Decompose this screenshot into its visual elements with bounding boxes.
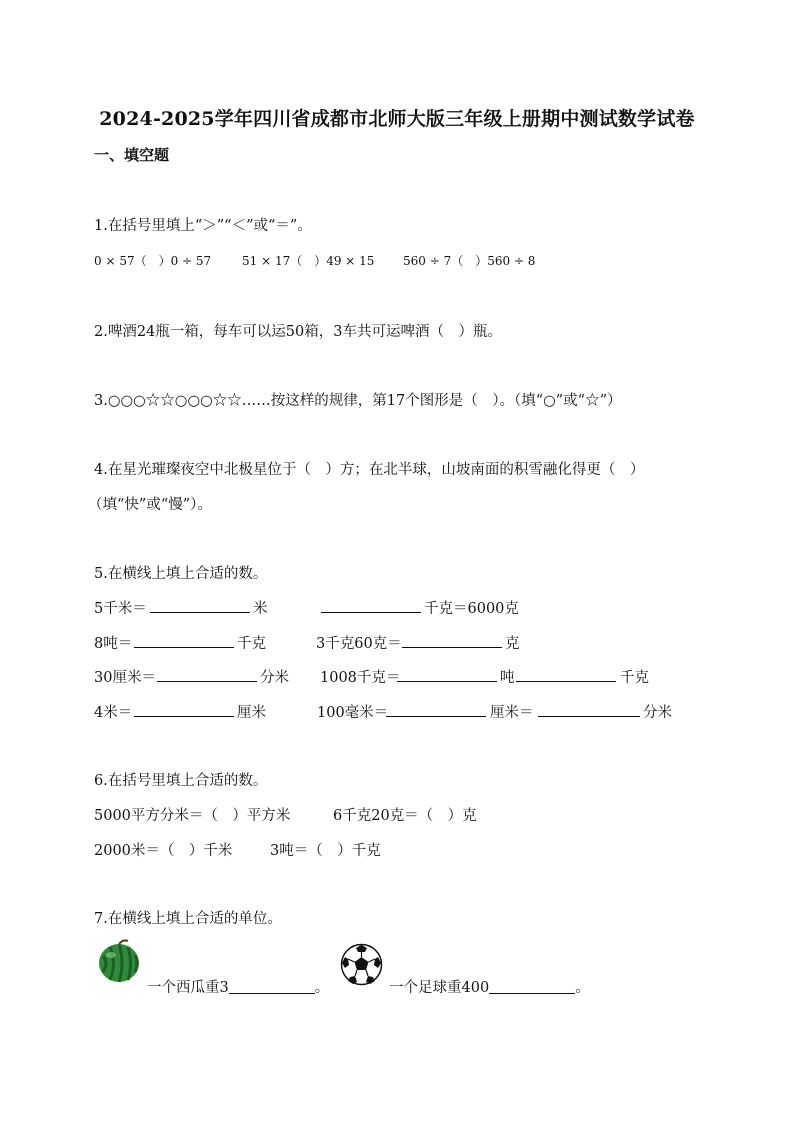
q7-a <box>147 976 329 997</box>
q5-r4b-blank-2[interactable] <box>538 701 640 717</box>
q5-r4b-post: 分米 <box>643 705 672 721</box>
q5-r1a-blank[interactable] <box>150 597 250 613</box>
section-fill-in: 一、填空题 <box>94 146 170 164</box>
q7-b <box>389 976 590 997</box>
q5-r3a-blank[interactable] <box>157 666 257 682</box>
q6-r2a: 2000米＝（ ）千米 <box>94 843 233 859</box>
q5-r2a-post: 千克 <box>237 636 266 652</box>
q5-row-3 <box>94 666 714 686</box>
q1-prompt: 1.在括号里填上“＞”“＜”或“＝”。 <box>94 218 312 234</box>
q5-prompt: 5.在横线上填上合适的数。 <box>94 566 268 582</box>
q5-r1a-post: 米 <box>253 601 268 617</box>
q6-prompt: 6.在括号里填上合适的数。 <box>94 773 268 789</box>
q7-a-pre: 一个西瓜重3 <box>147 980 229 996</box>
q5-r1b-blank[interactable] <box>321 597 421 613</box>
q5-row-2 <box>94 632 714 652</box>
q5-r2b-blank[interactable] <box>402 632 502 648</box>
q5-r4b-mid: 厘米＝ <box>490 705 534 721</box>
q5-r2b-post: 克 <box>505 636 520 652</box>
q1-item-3: 560 ÷ 7（ ）560 ÷ 8 <box>403 254 536 268</box>
q5-r4a-pre: 4米＝ <box>94 705 133 721</box>
q6-r1a: 5000平方分米＝（ ）平方米 <box>94 808 291 824</box>
q7-b-post: 。 <box>575 980 590 996</box>
q5-r3b-pre: 1008千克＝ <box>320 670 401 686</box>
q5-r2b-pre: 3千克60克＝ <box>316 636 402 652</box>
q5-r2a-blank[interactable] <box>134 632 234 648</box>
q3-text: 3.○○○☆☆○○○☆☆……按这样的规律，第17个图形是（ ）。（填“○”或“☆”） <box>94 393 622 409</box>
q7-a-post: 。 <box>314 980 330 996</box>
q7-b-pre: 一个足球重400 <box>389 980 490 996</box>
q5-r3b-blank-2[interactable] <box>516 666 616 682</box>
q5-r3a-post: 分米 <box>260 670 289 686</box>
q4-line-1: 4.在星光璀璨夜空中北极星位于（ ）方；在北半球，山坡南面的积雪融化得更（ ） <box>94 462 645 478</box>
q5-r3b-blank-1[interactable] <box>397 666 497 682</box>
q5-r4a-post: 厘米 <box>237 705 266 721</box>
q7-b-blank[interactable] <box>489 978 575 994</box>
q7-a-blank[interactable] <box>229 978 315 994</box>
q5-r3a-pre: 30厘米＝ <box>94 670 156 686</box>
q1-item-2: 51 × 17（ ）49 × 15 <box>242 254 375 268</box>
q5-row-4 <box>94 701 714 721</box>
watermelon-icon <box>97 938 143 984</box>
q2-text: 2.啤酒24瓶一箱，每车可以运50箱，3车共可运啤酒（ ）瓶。 <box>94 324 502 340</box>
q5-r3b-post: 千克 <box>620 670 649 686</box>
q5-r4b-pre: 100毫米＝ <box>317 705 389 721</box>
page-title: 2024-2025学年四川省成都市北师大版三年级上册期中测试数学试卷 <box>99 108 695 130</box>
q6-r2b: 3吨＝（ ）千克 <box>270 843 381 859</box>
q6-r1b: 6千克20克＝（ ）克 <box>333 808 477 824</box>
football-icon <box>340 943 383 986</box>
q7-prompt: 7.在横线上填上合适的单位。 <box>94 911 282 927</box>
q5-r1b-post: 千克＝6000克 <box>424 601 519 617</box>
q5-r1a-pre: 5千米＝ <box>94 601 147 617</box>
q4-line-2: （填“快”或“慢”）。 <box>88 497 212 513</box>
q5-r4a-blank[interactable] <box>134 701 234 717</box>
q5-r2a-pre: 8吨＝ <box>94 636 133 652</box>
q5-r4b-blank-1[interactable] <box>386 701 486 717</box>
q5-r3b-mid: 吨 <box>500 670 515 686</box>
q5-row-1 <box>94 597 714 617</box>
q1-item-1: 0 × 57（ ）0 ÷ 57 <box>94 254 212 268</box>
